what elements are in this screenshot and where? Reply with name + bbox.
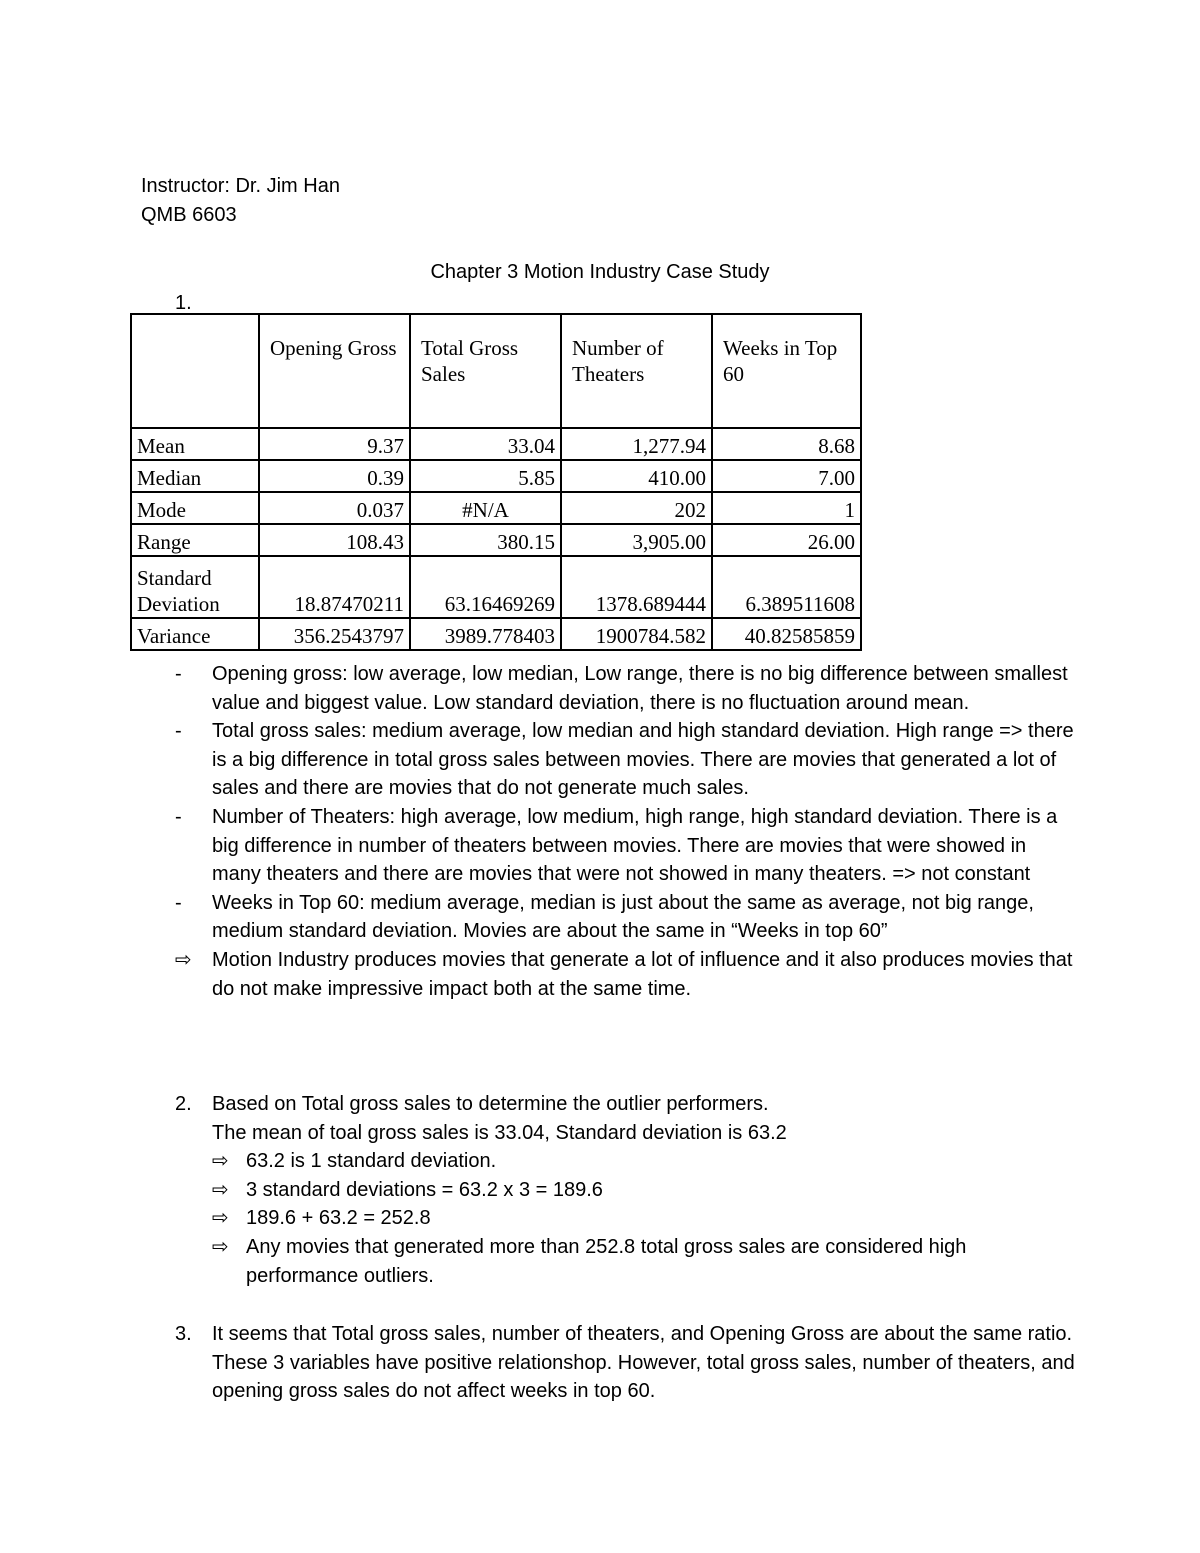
note-text: Weeks in Top 60: medium average, median is just about the same as average, not big range, medium standard deviation. Movies are about the same in “Weeks in top 60”: [212, 891, 1034, 943]
table-cell: 40.82585859: [712, 618, 861, 650]
table-cell: 1,277.94: [561, 428, 712, 460]
list-item: [175, 1320, 1075, 1406]
table-row: [131, 460, 861, 492]
question-1-number: 1.: [175, 292, 192, 314]
step-text: 63.2 is 1 standard deviation.: [246, 1150, 497, 1173]
instructor-line: Instructor: Dr. Jim Han: [141, 175, 340, 197]
statistics-table: [130, 313, 862, 651]
question-2-number: 2.: [175, 1093, 192, 1115]
table-cell: 108.43: [259, 524, 410, 556]
dash-marker: -: [175, 663, 182, 685]
list-item: [175, 946, 1075, 1003]
table-cell: 0.39: [259, 460, 410, 492]
list-item: [175, 1090, 1075, 1290]
table-cell: 1378.689444: [561, 556, 712, 618]
table-cell: 63.16469269: [410, 556, 561, 618]
table-cell: 9.37: [259, 428, 410, 460]
table-cell: 356.2543797: [259, 618, 410, 650]
table-cell: 7.00: [712, 460, 861, 492]
step-text: 189.6 + 63.2 = 252.8: [246, 1207, 431, 1230]
list-item: [175, 889, 1075, 946]
row-label: Range: [131, 524, 259, 556]
table-header-row: [131, 314, 861, 428]
arrow-right-icon: ⇨: [212, 1235, 229, 1258]
document-title: Chapter 3 Motion Industry Case Study: [430, 261, 770, 283]
table-cell: 33.04: [410, 428, 561, 460]
row-label: Standard Deviation: [131, 556, 259, 618]
step-text: 3 standard deviations = 63.2 x 3 = 189.6: [246, 1178, 603, 1201]
dash-marker: -: [175, 805, 182, 828]
note-text: Opening gross: low average, low median, Low range, there is no big difference between smallest value and biggest value. Low standard deviation, there is no fluctuation around mean.: [212, 663, 1068, 714]
course-code: QMB 6603: [141, 204, 237, 226]
table-row: [131, 428, 861, 460]
table-cell: 1900784.582: [561, 618, 712, 650]
question-3-text: It seems that Total gross sales, number of theaters, and Opening Gross are about the same ratio. These 3 variables have positive relationshop. However, total gross sales, number of theaters, and opening gross sales do not affect weeks in top 60.: [212, 1323, 1075, 1403]
question-3: [175, 1320, 1075, 1406]
step-text: Any movies that generated more than 252.8 total gross sales are considered high performance outliers.: [246, 1235, 967, 1287]
table-row: [131, 556, 861, 618]
question-2-line-1: Based on Total gross sales to determine the outlier performers.: [212, 1093, 769, 1115]
row-label: Mean: [131, 428, 259, 460]
dash-marker: -: [175, 891, 182, 914]
note-text: Motion Industry produces movies that generate a lot of influence and it also produces movies that do not make impressive impact both at the same time.: [212, 948, 1073, 1000]
list-item: [175, 660, 1075, 717]
table-cell: 1: [712, 492, 861, 524]
table-row: [131, 492, 861, 524]
row-label: Median: [131, 460, 259, 492]
table-cell: 6.389511608: [712, 556, 861, 618]
list-item: [175, 717, 1075, 803]
table-cell: 380.15: [410, 524, 561, 556]
question-2: [175, 1090, 1075, 1290]
table-row: [131, 618, 861, 650]
table-header-cell: [131, 314, 259, 428]
note-text: Number of Theaters: high average, low medium, high range, high standard deviation. There is a big difference in number of theaters between movies. There are movies that were showed in many theaters and there are movies that were not showed in many theaters. => not constant: [212, 805, 1058, 886]
arrow-right-icon: ⇨: [212, 1207, 229, 1230]
table-header-cell: Number of Theaters: [561, 314, 712, 428]
arrow-right-icon: ⇨: [212, 1150, 229, 1173]
table-cell: 8.68: [712, 428, 861, 460]
table-cell: 18.87470211: [259, 556, 410, 618]
table-header-cell: Opening Gross: [259, 314, 410, 428]
table-header-cell: Weeks in Top 60: [712, 314, 861, 428]
dash-marker: -: [175, 720, 182, 743]
table-header-cell: Total Gross Sales: [410, 314, 561, 428]
arrow-right-icon: ⇨: [212, 1178, 229, 1201]
list-item: [212, 1233, 1075, 1290]
table-row: [131, 524, 861, 556]
table-cell: 3,905.00: [561, 524, 712, 556]
row-label: Mode: [131, 492, 259, 524]
question-1-notes: [175, 660, 1075, 1003]
table-cell: 202: [561, 492, 712, 524]
row-label: Variance: [131, 618, 259, 650]
table-cell: #N/A: [410, 492, 561, 524]
table-cell: 5.85: [410, 460, 561, 492]
note-text: Total gross sales: medium average, low median and high standard deviation. High range => there is a big difference in total gross sales between movies. There are movies that generated a lot of sales and there are movies that do not generate much sales.: [212, 720, 1074, 800]
table-cell: 26.00: [712, 524, 861, 556]
arrow-right-icon: ⇨: [175, 948, 192, 971]
list-item: [175, 803, 1075, 889]
list-item: [212, 1176, 1075, 1205]
table-cell: 0.037: [259, 492, 410, 524]
table-cell: 3989.778403: [410, 618, 561, 650]
question-2-line-2: The mean of toal gross sales is 33.04, Standard deviation is 63.2: [212, 1121, 787, 1144]
question-3-number: 3.: [175, 1323, 192, 1345]
list-item: [212, 1147, 1075, 1176]
table-cell: 410.00: [561, 460, 712, 492]
list-item: [212, 1204, 1075, 1233]
